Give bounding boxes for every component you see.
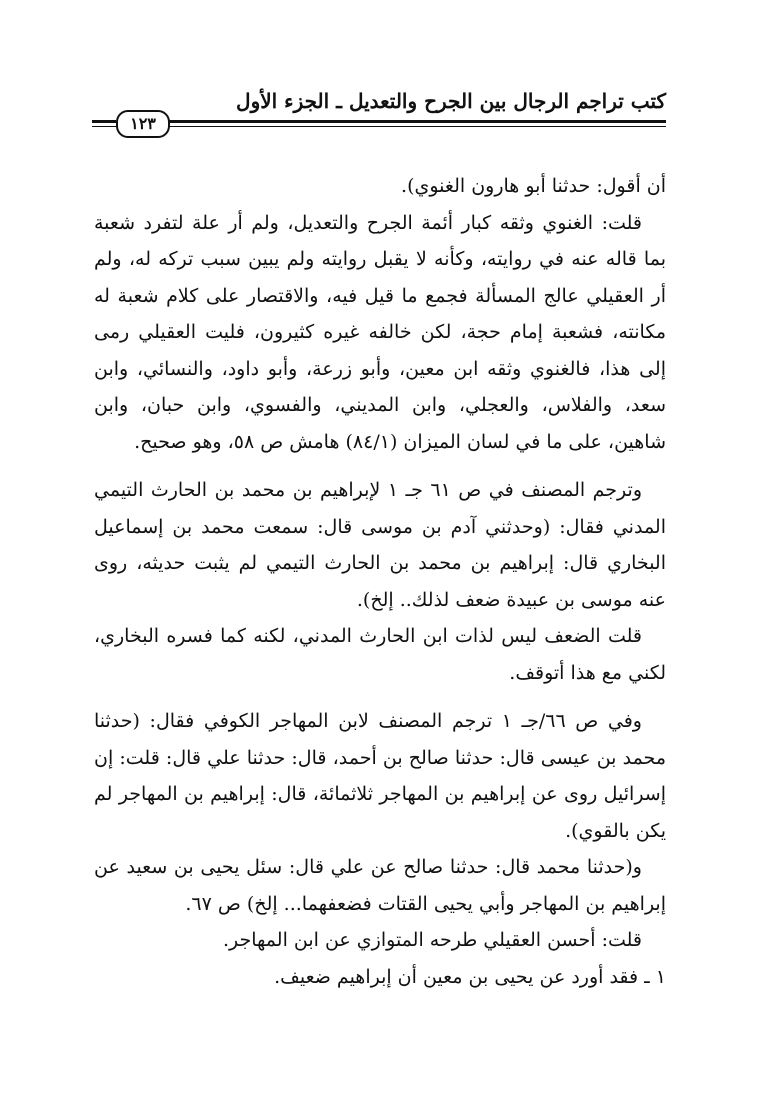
- paragraph-ghanawi-comment: قلت: الغنوي وثقه كبار أئمة الجرح والتعديل، ولم أر علة لتفرد شعبة بما قاله عنه في روايته، وكأنه لا يقبل روايته ولم يبين سبب تركه له، ولم أر العقيلي عالج المسألة فجمع ما قيل فيه، والاقتصار على كلام شعبة له مكانته، فشعبة إمام حجة، لكن خالفه غيره كثيرون، فليت العقيلي رمى إلى هذا، فالغنوي وثقه ابن معين، وأبو زرعة، وأبو داود، والنسائي، وابن سعد، والفلاس، والعجلي، وابن المديني، والفسوي، وابن حبان، وابن شاهين، على ما في لسان الميزان (٨٤/١) هامش ص ٥٨، وهو صحيح.: [94, 211, 666, 453]
- header-rule-left: [92, 120, 116, 123]
- paragraph-weakness-comment: قلت الضعف ليس لذات ابن الحارث المدني، لكنه كما فسره البخاري، لكني مع هذا أتوقف.: [94, 625, 666, 684]
- running-header-title: كتب تراجم الرجال بين الجرح والتعديل ـ الجزء الأول: [236, 89, 666, 113]
- paragraph-uqayli-comment: قلت: أحسن العقيلي طرحه المتوازي عن ابن المهاجر.: [222, 929, 642, 951]
- paragraph-yahya-quote: و(حدثنا محمد قال: حدثنا صالح عن علي قال: سئل يحيى بن سعيد عن إبراهيم بن المهاجر وأبي يحيى القتات فضعفهما... إلخ) ص ٦٧.: [94, 856, 666, 915]
- page-number: ١٢٣: [116, 110, 170, 138]
- paragraph-ibn-muhajir: وفي ص ٦٦/جـ ١ ترجم المصنف لابن المهاجر الكوفي فقال: (حدثنا محمد بن عيسى قال: حدثنا صالح بن أحمد، قال: حدثنا علي قال: قلت: إن إسرائيل روى عن إبراهيم بن المهاجر ثلاثمائة، قال: إبراهيم بن المهاجر لم يكن بالقوي).: [94, 710, 666, 842]
- paragraph-quote-end: أن أقول: حدثنا أبو هارون الغنوي).: [401, 175, 666, 197]
- list-item-1: ١ ـ فقد أورد عن يحيى بن معين أن إبراهيم ضعيف.: [274, 965, 666, 988]
- paragraph-ibrahim-harith: وترجم المصنف في ص ٦١ جـ ١ لإبراهيم بن محمد بن الحارث التيمي المدني فقال: (وحدثني آدم بن موسى قال: سمعت محمد بن إسماعيل البخاري قال: إبراهيم بن محمد بن الحارث التيمي لم يثبت حديثه، روى عنه موسى بن عبيدة ضعف لذلك.. إلخ).: [94, 479, 666, 611]
- body-text: [94, 168, 666, 995]
- header-rule-right: [168, 120, 666, 123]
